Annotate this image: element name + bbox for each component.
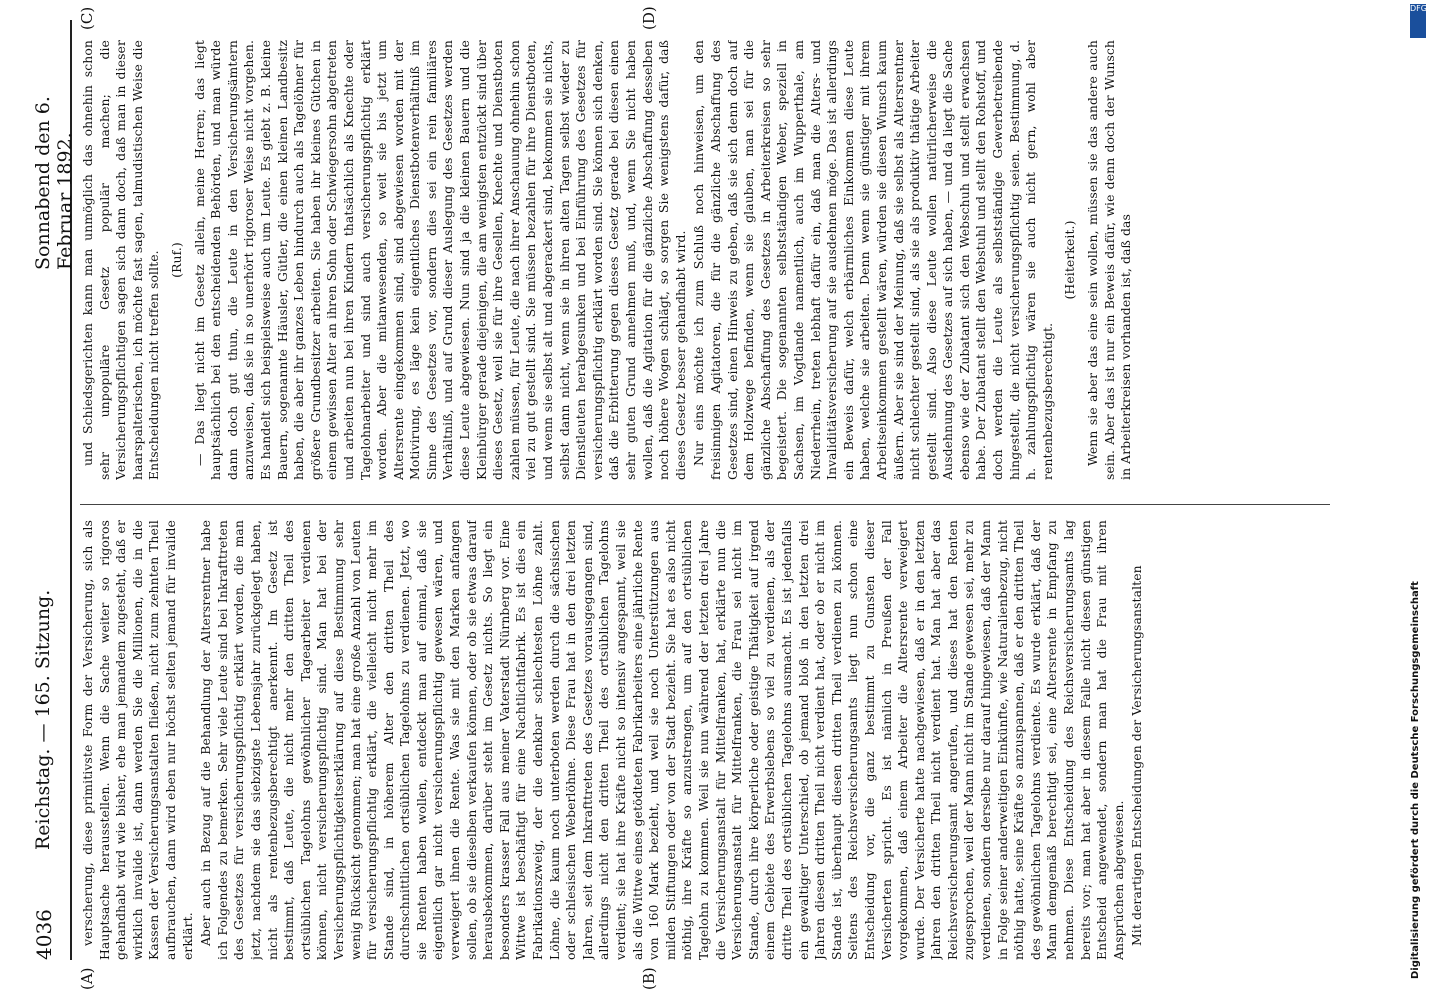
interjection: (Heiterkeit.) xyxy=(1062,220,1078,300)
dfg-logo-icon: DFG xyxy=(1410,4,1426,38)
paragraph: verscherung, diese primitivste Form der Versicherung, sich als Hauptsache herausstellen. Wenn die Sache weiter so rigoros gehandhabt wird wie bisher, ehe man jemandem zugesteht, daß er wirklich invalide ist, dann werden Sie die Millionen, die in die Kassen der Versicherungsanstalten fließen, nicht zum zehnten Theil aufbrauchen, dann wird eben nur höchst selten jemand für invalide erklärt. xyxy=(80,520,195,960)
paragraph: Wenn sie aber das eine sein wollen, müssen sie das andere auch sein. Aber das ist nur ein Beweis dafür, wie denn doch der Wunsch in Arbeiterkreisen vorhanden ist, daß das xyxy=(1085,40,1134,480)
paragraph: Aber auch in Bezug auf die Behandlung der Altersrentner habe ich Folgendes zu bemerken. Sehr viele Leute sind bei Inkrafttreten des Gesetzes für versicherungspflichtig erklärt worden, die man jetzt, nachdem sie das siebzigste Lebensjahr zurückgelegt haben, nicht als rentenbezugsberechtigt anerkennt. Im Gesetz ist bestimmt, daß Leute, die nicht mehr den dritten Theil des ortsüblichen Tagelohns gewöhnlicher Tagearbeiter verdienen können, nicht versicherungspflichtig sind. Man hat bei der Versicherungspflichtigkeitserklärung auf diese Bestimmung sehr wenig Rücksicht genommen; man hat eine große Anzahl von Leuten für versicherungspflichtig erklärt, die vielleicht nicht mehr im Stande sind, in höherem Alter den dritten Theil des durchschnittlichen ortsüblichen Tagelohns zu verdienen. Jetzt, wo sie Renten haben wollen, entdeckt man auf einmal, daß sie eigentlich gar nicht versicherungspflichtig gewesen wären, und verweigert ihnen die Rente. Was sie mit den Marken anfangen sollen, ob sie dieselben verkaufen können, oder ob sie etwas darauf herausbekommen, darüber steht im Gesetz nichts. So liegt ein besonders krasser Fall aus meiner Vaterstadt Nürnberg vor. Eine Wittwe ist beschäftigt für eine Nachtlichtfabrik. Es ist dies ein Fabrikationszweig, der die denkbar schlechtesten Löhne zahlt. Löhne, die kaum noch unterboten werden durch die sächsischen oder schlesischen Weberlöhne. Diese Frau hat in den drei letzten Jahren, seit dem Inkrafttreten des Gesetzes vorausgegangen sind, allerdings nicht den dritten Theil des ortsüblichen Tagelohns verdient; sie hat ihre Kräfte nicht so intensiv angespannt, weil sie als die Wittwe eines getödteten Fabrikarbeiters eine jährliche Rente von 160 Mark bezieht, und weil sie noch Unterstützungen aus milden Stiftungen oder von der Stadt bezieht. Sie hat es also nicht nöthig, ihre Kräfte so anzustrengen, um auf den ortsüblichen Tagelohn zu kommen. Weil sie nun während der letzten drei Jahre die Versicherungsanstalt für Mittelfranken, hat, erklärte nun die Versicherungsanstalt für Mittelfranken, die Frau sei nicht im Stande, durch ihre körperliche oder geistige Thätigkeit auf irgend einem Gebiete des Erwerbslebens so viel zu verdienen, als der dritte Theil des ortsüblichen Tagelohns ausmacht. Es ist jedenfalls ein gewaltiger Unterschied, ob jemand bloß in den letzten drei Jahren diesen dritten Theil nicht verdient hat, oder ob er nicht im Stande ist, überhaupt diesen dritten Theil verdienen zu können. Seitens des Reichsversicherungsamts liegt nun schon eine Entscheidung vor, die ganz bestimmt zu Gunsten dieser Versicherten spricht. Es ist nämlich in Preußen der Fall vorgekommen, daß einem Arbeiter die Altersrente verweigert wurde. Der Versicherte hatte nachgewiesen, daß er in den letzten Jahren den dritten Theil nicht verdient hat. Man hat aber das Reichsversicherungsamt angerufen, und dieses hat den Renten zugesprochen, weil der Mann nicht im Stande gewesen sei, mehr zu verdienen, sondern derselbe nur darauf hingewiesen, daß der Mann in Folge seiner anderweitigen Einkünfte, wie Naturalienbezug, nicht nöthig hatte, seine Kräfte so anzuspannen, daß er den dritten Theil des gewöhnlichen Tagelohns verdiente. Es wurde erklärt, daß der Mann demgemäß berechtigt sei, eine Altersrente in Empfang zu nehmen. Diese Entscheidung des Reichsversicherungsamts lag bereits vor; man hat aber in diesem Falle nicht diesen günstigen Entscheid angewendet, sondern man hat die Frau mit ihren Ansprüchen abgewiesen. xyxy=(198,520,1126,960)
page-number: 4036 xyxy=(32,909,56,960)
margin-marker-d: (D) xyxy=(640,6,658,30)
rotated-page xyxy=(20,0,1380,1000)
page-header xyxy=(20,20,76,960)
right-column xyxy=(80,40,1330,480)
margin-marker-b: (B) xyxy=(640,967,658,990)
paragraph: und Schiedsgerichten kann man unmöglich das ohnehin schon sehr unpopuläre Gesetz populär machen; die Versicherungspflichtigen sagen sich dann doch, daß man in dieser haarspalterischen, ich möchte fast sagen, talmudistischen Weise die Entscheidungen nicht treffen sollte. xyxy=(80,40,162,480)
paragraph: Nur eins möchte ich zum Schluß noch hinweisen, um den freisinnigen Agitatoren, die für die gänzliche Abschaffung des Gesetzes sind, einen Hinweis zu geben, daß sie sich denn doch auf dem Holzwege befinden, wenn sie glauben, man sei für die gänzliche Abschaffung des Gesetzes in Arbeiterkreisen so sehr begeistert. Die sogenannten selbstständigen Weber, speziell in Sachsen, im Vogtlande namentlich, auch im Wupperthale, am Niederrhein, treten lebhaft dafür ein, daß man die Alters- und Invaliditätsversicherung auf sie ausdehnen möge. Das ist allerdings ein Beweis dafür, welch erbärmliches Einkommen diese Leute haben, welche sie arbeiten. Denn wenn sie günstiger mit ihrem Arbeitseinkommen gestellt wären, würden sie diesen Wunsch kaum äußern. Aber sie sind der Meinung, daß sie selbst als Altersrentner nicht schlechter gestellt sind, als sie als produktiv thätige Arbeiter gestellt sind. Also diese Leute wollen natürlicherweise die Ausdehnung des Gesetzes auf sich haben, — und da liegt die Sache ebenso wie der Zubatant sich den Webschuh und stellt erwachsen habe. Der Zubatant stellt den Webstuhl und stellt den Rohstoff, und doch werden die Leute als selbstständige Gewerbetreibende hingestellt, die nicht versicherungspflichtig seien. Bestimmung, d. h. zahlungspflichtig wären sie auch nicht gern, wohl aber rentenbezugsberechtigt. xyxy=(691,40,1055,480)
header-left-title: Reichstag. — 165. Sitzung. xyxy=(32,589,54,850)
column-divider xyxy=(80,504,1330,505)
margin-marker-c: (C) xyxy=(78,6,96,30)
digitization-credit: Digitalisierung gefördert durch die Deutsche Forschungsgemeinschaft xyxy=(1410,581,1421,979)
interjection: (Ruf.) xyxy=(168,242,184,278)
margin-marker-a: (A) xyxy=(78,967,96,990)
paragraph: Mit derartigen Entscheidungen der Versicherungsanstalten xyxy=(1129,565,1145,946)
paragraph: — Das liegt nicht im Gesetz allein, meine Herren; das liegt hauptsächlich bei den entscheidenden Behörden, und man würde dann doch gut thun, die Leute in den Versicherungsämtern anzuweisen, daß sie in so unerhört rigoroser Weise nicht vorgehen. Es handelt sich beispielsweise auch um Leute. Es giebt z. B. kleine Bauern, sogenannte Häusler, Gütler, die einen kleinen Landbesitz haben, die aber ihr ganzes Leben hindurch auch als Tagelöhner für größere Grundbesitzer arbeiten. Sie haben ihr kleines Gütchen in einem gewissen Alter an ihren Sohn oder Schwiegersohn abgetreten und arbeiten nun bei ihren Kindern thatsächlich als Knechte oder Tagelohnarbeiter und sind auch versicherungspflichtig erklärt worden. Aber die mitanwesenden, so weit sie bis jetzt um Altersrente eingekommen sind, sind abgewiesen worden mit der Motivirung, es läge kein eigentliches Dienstbotenverhältniß im Sinne des Gesetzes vor, sondern dies sei ein rein familiäres Verhältniß, und auf Grund dieser Auslegung des Gesetzes werden diese Leute abgewiesen. Nun sind ja die kleinen Bauern und die Kleinbürger gerade diejenigen, die am wenigsten entzückt sind über dieses Gesetz, weil sie für ihre Gesellen, Knechte und Dienstboten zahlen müssen, für Leute, die nach ihrer Anschauung ohnehin schon viel zu gut gestellt sind. Sie müssen bezahlen für ihre Dienstboten, und wenn sie selbst alt und abgerackert sind, bekommen sie nichts, selbst dann nicht, wenn sie in ihren alten Tagen selbst wieder zu Dienstleuten herabgesunken und bei Einführung des Gesetzes für versicherungspflichtig erklärt worden sind. Sie können sich denken, daß die Erbitterung gegen dieses Gesetz gerade bei diesen einen sehr guten Grund annehmen muß, und, wenn Sie nicht haben wollen, daß die Agitation für die gänzliche Abschaffung desselben noch höhere Wogen schlägt, so sorgen Sie wenigstens dafür, daß dieses Gesetz besser gehandhabt wird. xyxy=(191,40,688,480)
left-column xyxy=(80,520,1330,960)
digitization-stamp xyxy=(1404,0,1432,1000)
header-right-title: Sonnabend den 6. Februar 1892. xyxy=(32,96,76,270)
